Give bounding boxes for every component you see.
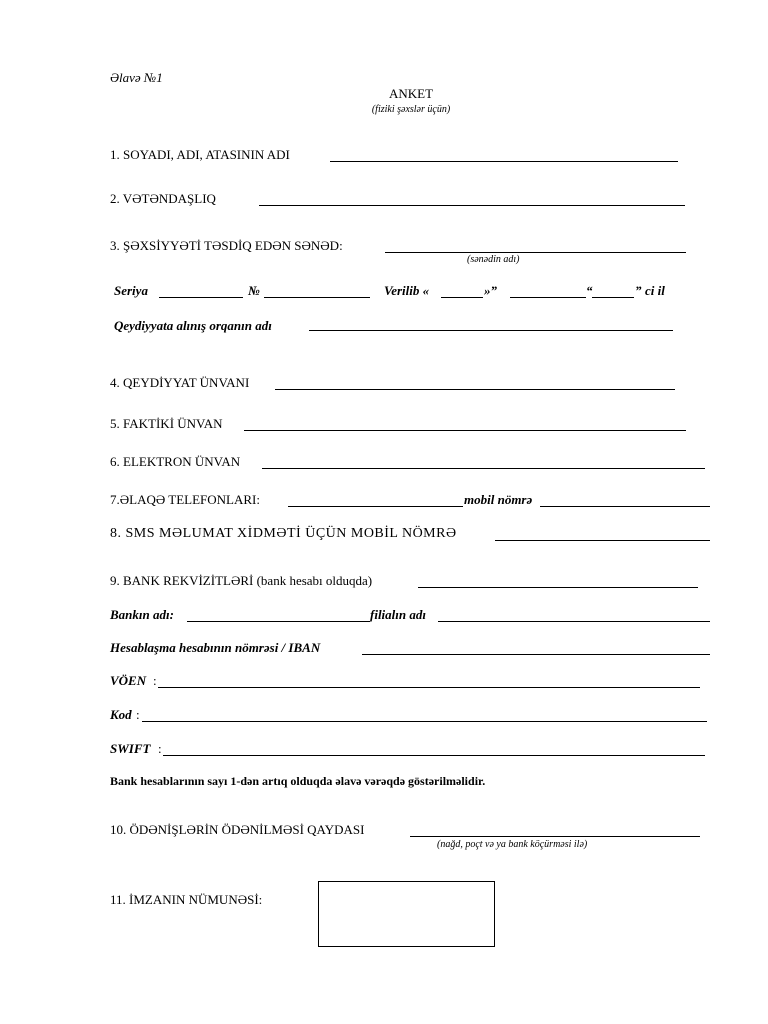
citizenship-input-line[interactable] <box>259 205 685 206</box>
payment-method-input-line[interactable] <box>410 836 700 837</box>
issuing-authority-input-line[interactable] <box>309 330 673 331</box>
ci-il-label: ci il <box>645 283 665 298</box>
field-label-sms-mobile: 8. SMS MƏLUMAT XİDMƏTİ ÜÇÜN MOBİL NÖMRƏ <box>110 526 457 541</box>
field-label-phones: 7.ƏLAQƏ TELEFONLARI: <box>110 492 260 507</box>
issue-year-input-line[interactable] <box>592 297 634 298</box>
branch-name-label: filialın adı <box>370 607 426 622</box>
bank-details-input-line[interactable] <box>418 587 698 588</box>
appendix-label: Əlavə №1 <box>110 70 163 85</box>
id-document-note: (sənədin adı) <box>467 254 520 265</box>
id-document-input-line[interactable] <box>385 252 686 253</box>
document-number-input-line[interactable] <box>264 297 370 298</box>
payment-method-note: (nağd, poçt və ya bank köçürməsi ilə) <box>437 839 588 850</box>
seriya-label: Seriya <box>114 283 148 298</box>
issuing-authority-label: Qeydiyyata alınış orqanın adı <box>114 318 272 333</box>
field-label-fullname: 1. SOYADI, ADI, ATASININ ADI <box>110 147 290 162</box>
quote-open-2: “ <box>586 283 593 298</box>
kod-input-line[interactable] <box>142 721 707 722</box>
sms-mobile-input-line[interactable] <box>495 540 710 541</box>
field-label-actual-address: 5. FAKTİKİ ÜNVAN <box>110 416 223 431</box>
field-label-payment-method: 10. ÖDƏNİŞLƏRİN ÖDƏNİLMƏSİ QAYDASI <box>110 822 365 837</box>
bank-name-input-line[interactable] <box>187 621 370 622</box>
swift-input-line[interactable] <box>163 755 705 756</box>
field-label-email: 6. ELEKTRON ÜNVAN <box>110 454 241 469</box>
kod-label: Kod <box>110 707 132 722</box>
issue-day-input-line[interactable] <box>441 297 483 298</box>
quote-close-1: »” <box>484 283 497 298</box>
actual-address-input-line[interactable] <box>244 430 686 431</box>
number-sign: № <box>248 283 260 298</box>
swift-label: SWIFT <box>110 741 151 756</box>
field-label-id-document: 3. ŞƏXSİYYƏTİ TƏSDİQ EDƏN SƏNƏD: <box>110 238 343 253</box>
email-input-line[interactable] <box>262 468 705 469</box>
seriya-input-line[interactable] <box>159 297 243 298</box>
voen-input-line[interactable] <box>158 687 700 688</box>
form-title: ANKET <box>388 86 434 101</box>
mobile-input-line[interactable] <box>540 506 710 507</box>
swift-colon: : <box>158 741 162 756</box>
kod-colon: : <box>136 707 140 722</box>
form-subtitle: (fiziki şəxslər üçün) <box>371 104 451 115</box>
bank-name-label: Bankın adı: <box>110 607 174 622</box>
bank-accounts-note: Bank hesablarının sayı 1-dən artıq olduqda əlavə vərəqdə göstərilməlidir. <box>110 774 486 788</box>
registration-address-input-line[interactable] <box>275 389 675 390</box>
branch-name-input-line[interactable] <box>438 621 710 622</box>
fullname-input-line[interactable] <box>330 161 678 162</box>
phone-input-line[interactable] <box>288 506 463 507</box>
verilib-label: Verilib « <box>384 283 430 298</box>
voen-label: VÖEN <box>110 673 147 688</box>
quote-close-2: ” <box>635 283 642 298</box>
iban-label: Hesablaşma hesabının nömrəsi / IBAN <box>110 640 321 655</box>
voen-colon: : <box>153 673 157 688</box>
field-label-signature: 11. İMZANIN NÜMUNƏSİ: <box>110 892 263 907</box>
iban-input-line[interactable] <box>362 654 710 655</box>
issue-month-input-line[interactable] <box>510 297 586 298</box>
field-label-registration-address: 4. QEYDİYYAT ÜNVANI <box>110 375 250 390</box>
field-label-bank-details: 9. BANK REKVİZİTLƏRİ (bank hesabı olduqda) <box>110 573 373 588</box>
signature-box[interactable] <box>318 881 495 947</box>
field-label-citizenship: 2. VƏTƏNDAŞLIQ <box>110 191 216 206</box>
mobile-label: mobil nömrə <box>464 492 533 507</box>
